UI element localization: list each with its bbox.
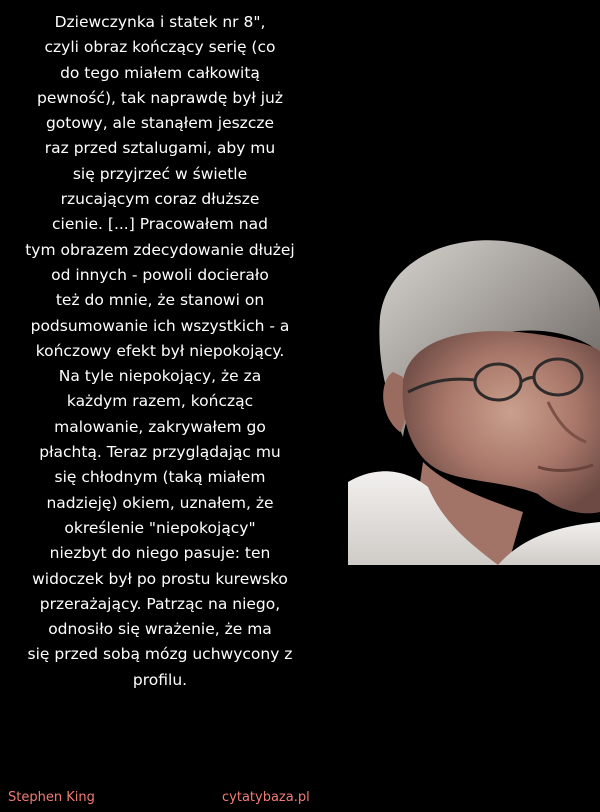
quote-line: też do mnie, że stanowi on [55,291,265,310]
quote-line: malowanie, zakrywałem go [54,417,266,436]
quote-line: się chłodnym (taką miałem [54,468,266,487]
quote-line: nadzieję) okiem, uznałem, że [46,493,274,512]
quote-line: się przyjrzeć w świetle [72,164,248,183]
quote-line: określenie "niepokojący" [64,518,256,537]
quote-line: niezbyt do niego pasuje: ten [49,544,271,563]
quote-line: od innych - powoli docierało [51,265,269,284]
author-portrait-photo [348,232,600,565]
quote-line: płachtą. Teraz przyglądając mu [39,443,281,462]
author-portrait [348,232,600,565]
quote-line: Na tyle niepokojący, że za [58,367,262,386]
quote-line: odnosiło się wrażenie, że ma [48,620,272,639]
quote-line: cienie. [...] Pracowałem nad [52,215,268,234]
quote-line: tym obrazem zdecydowanie dłużej [25,240,295,259]
quote-line: się przed sobą mózg uchwycony z [27,645,293,664]
quote-line: widoczek był po prostu kurewsko [32,569,288,588]
footer [0,790,600,812]
quote-line: rzucającym coraz dłuższe [60,190,260,209]
quote-line: podsumowanie ich wszystkich - a [30,316,290,335]
quote-line: przerażający. Patrząc na niego, [39,594,281,613]
quote-line: gotowy, ale stanąłem jeszcze [45,114,275,133]
author-name[interactable]: Stephen King [8,790,95,805]
quote-line: Dziewczynka i statek nr 8", [54,13,266,31]
quote-line: do tego miałem całkowitą [60,63,260,82]
quote-line: kończowy efekt był niepokojący. [35,341,285,360]
quote-line: czyli obraz kończący serię (co [44,38,276,57]
quote-line: każdym razem, kończąc [66,392,254,411]
quote-text [8,10,312,693]
quote-line: pewność), tak naprawdę był już [37,88,283,107]
site-link[interactable]: cytatybaza.pl [222,790,310,805]
quote-line: raz przed sztalugami, aby mu [44,139,276,158]
quote-line: profilu. [132,670,188,689]
